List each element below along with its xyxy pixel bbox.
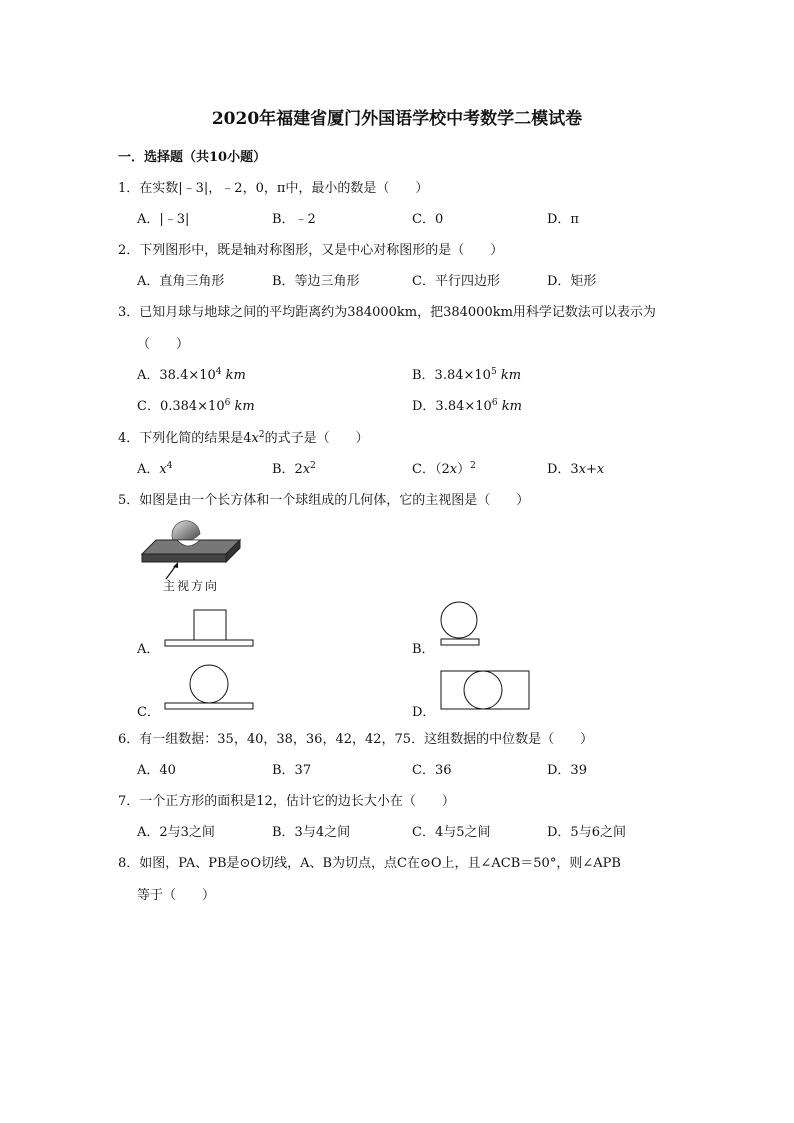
question-5-stem: 5．如图是由一个长方体和一个球组成的几何体，它的主视图是（ ）	[118, 493, 530, 508]
question-4-option-a: A．$x^4$	[137, 461, 173, 477]
question-3-option-b: B．$3.84\times 10^5$ km	[412, 367, 522, 383]
circle-shape	[464, 671, 502, 709]
question-3-stem-cont: （ ）	[137, 337, 190, 352]
question-7-option-a: A．2与3之间	[137, 825, 215, 840]
question-7-option-b: B．3与4之间	[272, 825, 351, 840]
square-shape	[194, 610, 226, 640]
option-b-figure	[438, 600, 483, 650]
question-4-option-b: B．$2x^2$	[272, 461, 316, 477]
option-d-figure	[438, 668, 533, 712]
base-rect	[165, 640, 253, 646]
question-1-stem: 1．在实数|﹣3|，﹣2，0，π中，最小的数是（ ）	[118, 181, 429, 196]
question-6-option-a: A．40	[137, 763, 176, 778]
section-heading: 一．选择题（共10小题）	[118, 150, 267, 165]
exam-title: 2020年福建省厦门外国语学校中考数学二模试卷	[211, 109, 583, 129]
question-3-stem: 3．已知月球与地球之间的平均距离约为384000km，把384000km用科学记数法可以表示为	[118, 305, 656, 320]
question-6-option-c: C．36	[412, 763, 452, 778]
question-3-option-d: D．$3.84\times 10^6$ km	[412, 398, 522, 414]
question-2-option-d: D．矩形	[547, 274, 597, 289]
question-7-stem: 7．一个正方形的面积是12，估计它的边长大小在（ ）	[118, 794, 455, 809]
question-6-stem: 6．有一组数据：35，40，38，36，42，42，75．这组数据的中位数是（ ）	[118, 732, 594, 747]
question-3-option-c: C．$0.384\times 10^6$ km	[137, 398, 255, 414]
question-6-option-b: B．37	[272, 763, 312, 778]
question-6-option-d: D．39	[547, 763, 587, 778]
question-5-option-b: B．	[412, 642, 435, 657]
question-7-option-c: C．4与5之间	[412, 825, 491, 840]
question-4-option-d: D．3x+x	[547, 462, 605, 477]
question-8-stem: 8．如图，PA、PB是⊙O切线，A、B为切点，点C在⊙O上，且∠ACB＝50°，则∠APB	[118, 856, 621, 871]
option-c-figure	[163, 662, 258, 712]
question-2-option-a: A．直角三角形	[137, 274, 225, 289]
question-1-option-c: C．0	[412, 212, 444, 227]
question-2-stem: 2．下列图形中，既是轴对称图形，又是中心对称图形的是（ ）	[118, 243, 504, 258]
circle-shape	[441, 602, 477, 638]
base-rect	[441, 639, 479, 645]
question-4-option-c: C．$(2x)^2$	[412, 461, 476, 477]
question-1-option-d: D．π	[547, 212, 579, 227]
slab-front	[142, 554, 226, 562]
question-8-stem-cont: 等于（ ）	[137, 888, 216, 903]
question-2-option-c: C．平行四边形	[412, 274, 500, 289]
question-7-option-d: D．5与6之间	[547, 825, 626, 840]
question-5-option-d: D．	[412, 705, 436, 720]
question-3-option-a: A．$38.4\times 10^4$ km	[137, 367, 246, 383]
base-rect	[165, 703, 253, 709]
question-1-option-a: A．|﹣3|	[137, 212, 190, 227]
question-5-option-c: C．	[137, 705, 160, 720]
sphere-shape	[172, 521, 200, 542]
view-direction-caption: 主视方向	[163, 579, 220, 593]
question-4-stem: 4．下列化简的结果是$4x^2$的式子是（ ）	[118, 430, 369, 446]
view-arrow-head	[173, 562, 178, 568]
circle-shape	[190, 665, 228, 703]
question-1-option-b: B．﹣2	[272, 212, 316, 227]
question-2-option-b: B．等边三角形	[272, 274, 360, 289]
question-5-option-a: A．	[137, 642, 160, 657]
option-a-figure	[163, 608, 258, 650]
